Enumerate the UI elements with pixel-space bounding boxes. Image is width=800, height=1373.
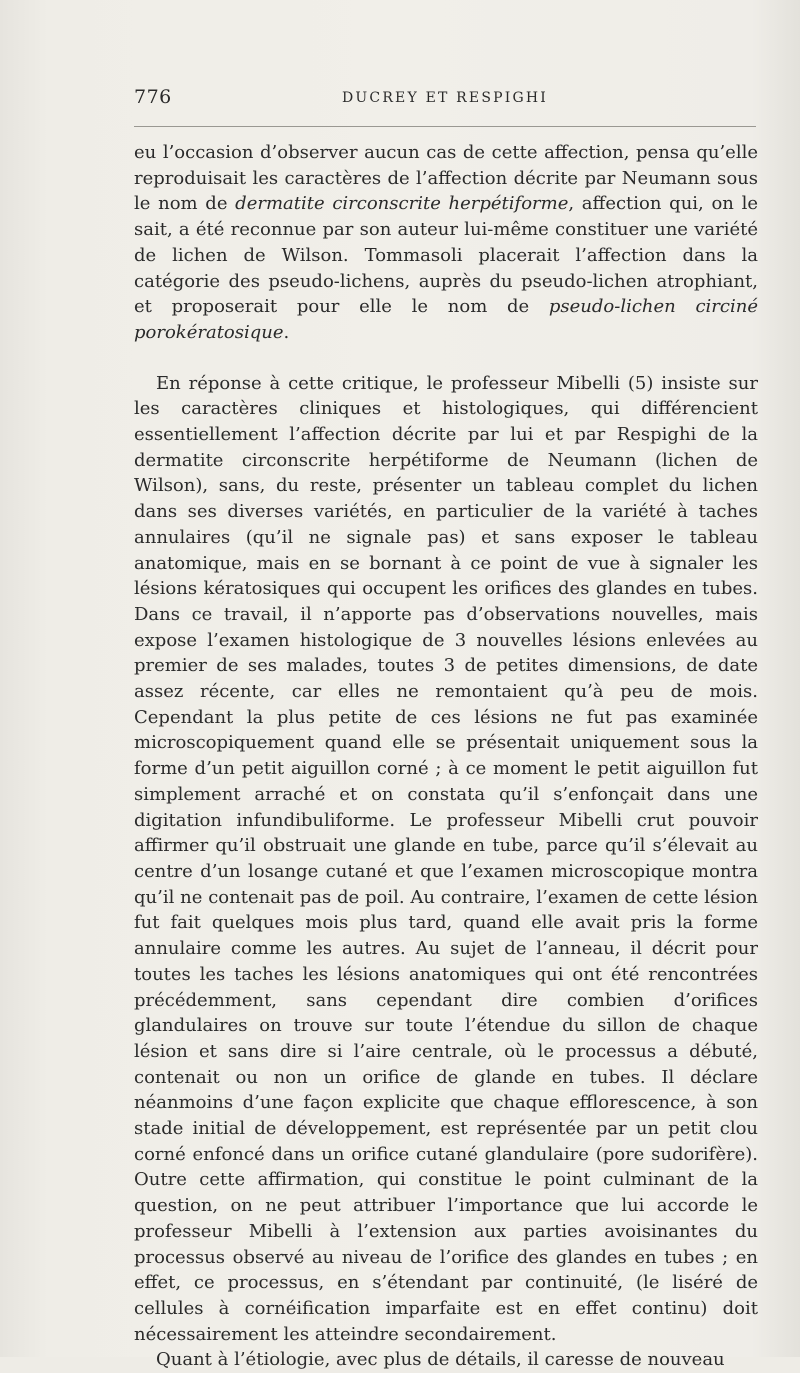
running-title: DUCREY ET RESPIGHI (341, 90, 549, 106)
page-number: 776 (134, 86, 172, 108)
body-text (134, 140, 758, 1373)
paragraph-1-end: . (283, 321, 290, 343)
page-header (134, 86, 756, 116)
term-dermatite-circonscrite: dermatite circonscrite herpétiforme (235, 193, 569, 215)
header-rule (134, 126, 756, 127)
term-pseudo-lichen: pseudo-lichen circiné porokératosique (134, 296, 758, 343)
paragraph-1-start: eu l’occasion d’observer aucun cas de cette affection, pensa qu’elle reproduisait les caractères de l’affection décrite par Neumann sous le nom de (134, 142, 758, 215)
paragraph-3: Quant à l’étiologie, avec plus de détails, il caresse de nouveau (156, 1349, 725, 1371)
paragraph-1 (134, 140, 758, 346)
paragraph-2: En réponse à cette critique, le professeur Mibelli (5) insiste sur les caractères cliniques et histologiques, qui différencient essentiellement l’affection décrite par lui et par Respighi de la dermatite circonscrite herpétiforme de Neumann (lichen de Wilson), sans, du reste, présenter un tableau complet du lichen dans ses diverses variétés, en particulier de la variété à taches annulaires (qu’il ne signale pas) et sans exposer le tableau anatomique, mais en se bornant à ce point de vue à signaler les lésions kératosiques qui occupent les orifices des glandes en tubes. Dans ce travail, il n’apporte pas d’observations nouvelles, mais expose l’examen histologique de 3 nouvelles lésions enlevées au premier de ses malades, toutes 3 de petites dimensions, de date assez récente, car elles ne remontaient qu’à peu de mois. Cependant la plus petite de ces lésions ne fut pas examinée microscopiquement quand elle se présentait uniquement sous la forme d’un petit aiguillon corné ; à ce moment le petit aiguillon fut simplement arraché et on constata qu’il s’enfonçait dans une digitation infundibuliforme. Le professeur Mibelli crut pouvoir affirmer qu’il obstruait une glande en tube, parce qu’il s’élevait au centre d’un losange cutané et que l’examen microscopique montra qu’il ne contenait pas de poil. Au contraire, l’examen de cette lésion fut fait quelques mois plus tard, quand elle avait pris la forme annulaire comme les autres. Au sujet de l’anneau, il décrit pour toutes les taches les lésions anatomiques qui ont été rencontrées précédemment, sans cependant dire combien d’orifices glandulaires on trouve sur toute l’étendue du sillon de chaque lésion et sans dire si l’aire centrale, où le processus a débuté, contenait ou non un orifice de glande en tubes. Il déclare néanmoins d’une façon explicite que chaque efflorescence, à son stade initial de développement, est représentée par un petit clou corné enfoncé dans un orifice cutané glandulaire (pore sudorifère). Outre cette affirmation, qui constitue le point culminant de la question, on ne peut attribuer l’importance que lui accorde le professeur Mibelli à l’extension aux parties avoisinantes du processus observé au niveau de l’orifice des glandes en tubes ; en effet, ce processus, en s’étendant par continuité, (le liséré de cellules à cornéification imparfaite est en effet continu) doit nécessairement les atteindre secondairement. (134, 372, 758, 1345)
paragraph-1-middle: , affection qui, on le sait, a été reconnue par son auteur lui-même constituer une variété de lichen de Wilson. Tommasoli placerait l’affection dans la catégorie des pseudo-lichens, auprès du pseudo-lichen atrophiant, et proposerait pour elle le nom de (134, 193, 759, 318)
